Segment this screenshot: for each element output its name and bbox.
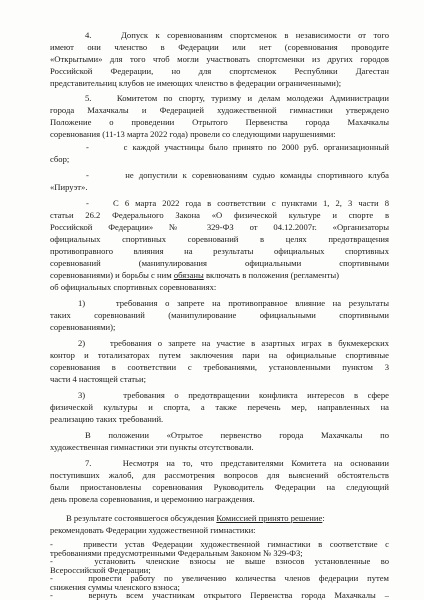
requirement-1-line-1: 1) требования о запрете на противоправное влияние на результаты — [78, 298, 389, 308]
violation-2-line-1: - не допустили к соревнованиям судью команды спортивного клуба — [86, 170, 389, 180]
paragraph-5-line-3: Положение о проведении Отрытого Первенства города Махачкалы — [50, 117, 389, 127]
decision-intro-line-1: В результате состоявшегося обсуждения Комиссией принято решение: — [66, 513, 325, 523]
requirement-3-line-2: физической культуры и спорта, а также перечень мер, направленных на — [50, 402, 389, 412]
regulation-note-line-1: В положении «Отрытое первенство города Махачкалы по — [85, 430, 389, 440]
paragraph-6-line-6: соревнований (манипулирования официальными спортивными — [50, 258, 389, 268]
paragraph-4-line-2: имеют они членство в Федерации или нет (соревнования проводите — [50, 42, 389, 52]
paragraph-5-line-1: 5. Комитетом по спорту, туризму и делам молодежи Администрации — [85, 93, 389, 103]
requirement-1-line-3: соревнованиями); — [50, 322, 116, 332]
requirement-2-line-2: контор и тотализаторах путем заключения пари на официальные спортивные — [50, 350, 389, 360]
regulation-note-line-2: художественная гимнастики эти пункты отсутствовали. — [50, 442, 254, 452]
paragraph-6-line-5: противоправного влияния на результаты официальных спортивных — [50, 246, 389, 256]
paragraph-7-line-3: были приостановлены соревнования Руководитель Федерации на следующий — [50, 482, 389, 492]
recommendation-1-line-1: - привести устав Федерации художественной гимнастики в соответствие с — [50, 539, 389, 549]
requirement-1-line-2: таких соревнований (манипулирование официальными спортивными — [50, 310, 389, 320]
paragraph-4-line-4: Российской Федерации, но для спортсменок Республики Дагестан — [50, 66, 389, 76]
paragraph-6-line-2: статьи 26.2 Федерального Закона «О физической культуре и спорте в — [50, 210, 389, 220]
paragraph-4-line-3: «Открытыми» для того чтоб могли участвовать спортсменки из других городов — [50, 54, 389, 64]
paragraph-7-line-2: поступивших жалоб, для рассмотрения вопросов для выяснений обстоятельств — [50, 470, 389, 480]
paragraph-7-line-4: день провела соревнования, и церемонию награждения. — [50, 494, 255, 504]
recommendation-2-line-2: Всероссийской Федерации; — [50, 564, 151, 575]
requirement-2-line-1: 2) требования о запрете на участие в азартных играх в букмекерских — [78, 338, 389, 348]
violation-1-line-2: сбор; — [50, 154, 70, 164]
paragraph-6-line-8: об официальных спортивных соревнованиях: — [50, 282, 217, 292]
recommendation-2-line-1: - установить членские взносы не выше взносов установленные во — [50, 556, 389, 566]
paragraph-6-line-7: соревнованиями) и борьбы с ним обязаны включать в положения (регламенты) — [50, 270, 340, 280]
recommendation-3-line-1: - провести работу по увеличению количества членов федерации путем — [50, 573, 389, 583]
recommendation-3-line-2: снижения суммы членского взноса; — [50, 581, 180, 592]
paragraph-6-line-1: - С 6 марта 2022 года в соответствии с пунктами 1, 2, 3 части 8 — [86, 198, 389, 208]
paragraph-7-line-1: 7. Несмотря на то, что представителями Комитета на основании — [85, 458, 389, 468]
recommendation-4-line-1: - вернуть всем участникам открытого Первенства города Махачкалы – — [50, 590, 389, 600]
requirement-2-line-4: части 4 настоящей статьи; — [50, 374, 146, 384]
paragraph-6-line-4: официальных спортивных соревнований в целях предотвращения — [50, 234, 389, 244]
paragraph-5-line-2: города Махачкалы и Федерацией художественной гимнастики утверждено — [50, 105, 389, 115]
violation-1-line-1: - с каждой участницы было принято по 2000 руб. организационный — [86, 142, 389, 152]
paragraph-4-line-1: 4. Допуск к соревнованиям спортсменок в независимости от того — [85, 30, 389, 40]
paragraph-5-line-4: соревнования (11-13 марта 2022 года) провели со следующими нарушениями: — [50, 129, 336, 139]
paragraph-6-line-3: Российской Федерации» № 329-ФЗ от 04.12.2007г. «Организаторы — [50, 222, 389, 232]
recommendation-1-line-2: требованиями предусмотренными Федеральным Законом № 329-ФЗ; — [50, 547, 303, 558]
requirement-2-line-3: соревнования в соответствии с требованиями, установленными пунктом 3 — [50, 362, 389, 372]
requirement-3-line-3: реализацию таких требований. — [50, 414, 164, 424]
decision-intro-line-2: рекомендовать Федерации художественной гимнастики: — [50, 525, 256, 535]
requirement-3-line-1: 3) требования о предотвращении конфликта интересов в сфере — [78, 390, 389, 400]
paragraph-4-line-5: представительниц клубов не имеющих членство в федерации ограниченными); — [50, 78, 342, 88]
violation-2-line-2: «Пируэт». — [50, 182, 88, 192]
